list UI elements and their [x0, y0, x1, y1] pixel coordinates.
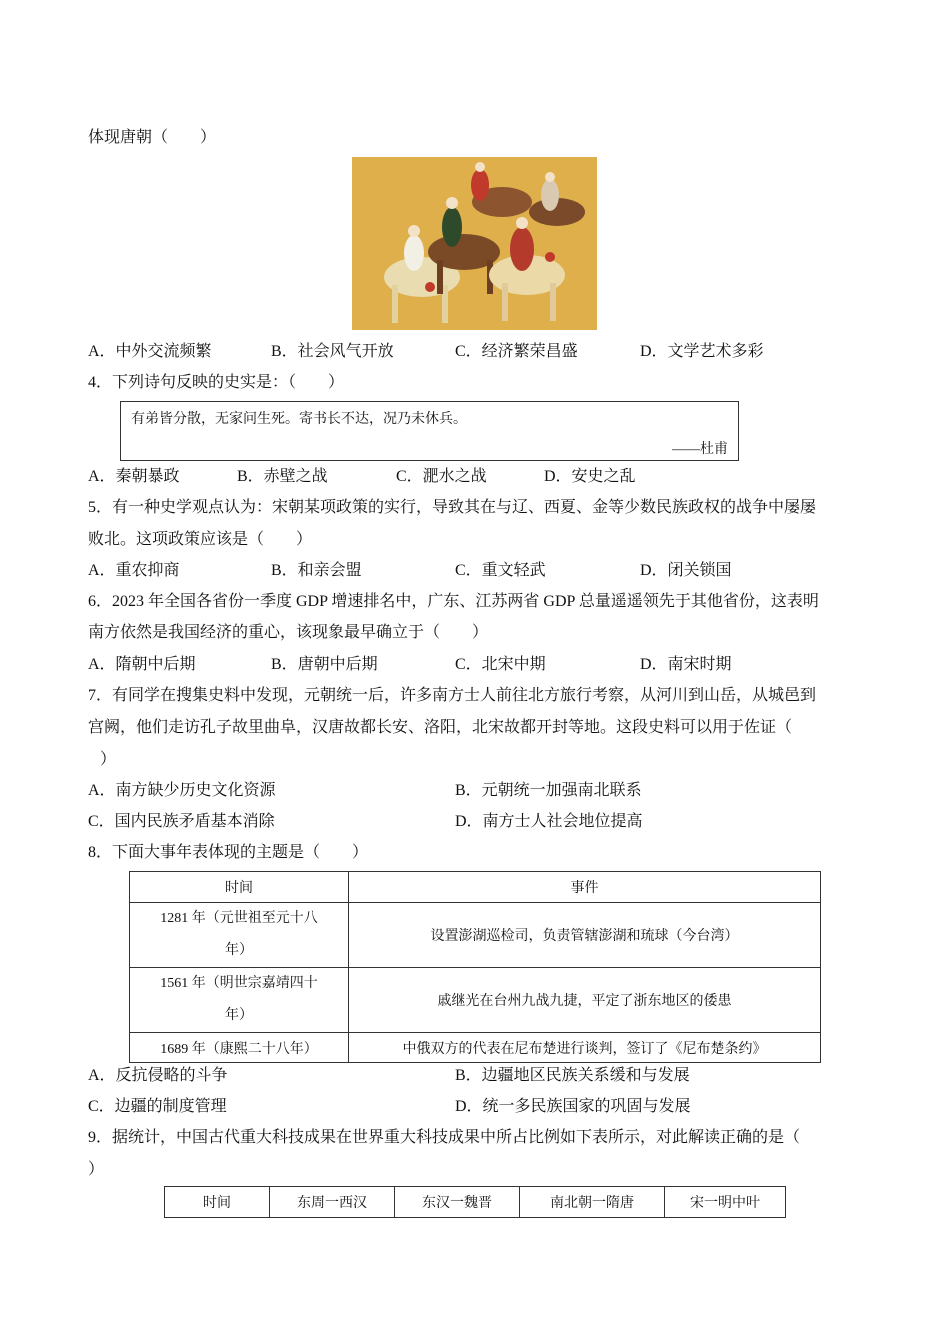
table-header-event: 事件 — [349, 872, 821, 903]
q6-option-a: A．隋朝中后期 — [88, 656, 196, 673]
table-cell-time — [130, 968, 349, 1033]
q4-option-b: B．赤壁之战 — [237, 468, 328, 485]
q8-option-c: C．边疆的制度管理 — [88, 1098, 227, 1115]
table-header-row — [130, 872, 821, 903]
q6-option-c: C．北宋中期 — [455, 656, 546, 673]
q4-quote-box — [120, 401, 739, 461]
table-row — [130, 1033, 821, 1063]
table-cell-time: 1689 年（康熙二十八年） — [130, 1033, 349, 1063]
q3-option-d: D．文学艺术多彩 — [640, 343, 764, 360]
q8-option-b: B．边疆地区民族关系缓和与发展 — [455, 1067, 690, 1084]
q5-stem-line2: 败北。这项政策应该是（ ） — [88, 531, 313, 548]
table-cell-event: 中俄双方的代表在尼布楚进行谈判，签订了《尼布楚条约》 — [349, 1033, 821, 1063]
q9-stem-line1: 9．据统计，中国古代重大科技成果在世界重大科技成果中所占比例如下表所示，对此解读正确的是（ — [88, 1129, 801, 1146]
q5-option-a: A．重农抑商 — [88, 562, 180, 579]
q7-option-a: A．南方缺少历史文化资源 — [88, 782, 276, 799]
q3-option-a: A．中外交流频繁 — [88, 343, 212, 360]
q4-option-d: D．安史之乱 — [544, 468, 636, 485]
q6-stem-line1: 6．2023 年全国各省份一季度 GDP 增速排名中，广东、江苏两省 GDP 总量遥遥领先于其他省份，这表明 — [88, 593, 819, 610]
table-row — [130, 968, 821, 1033]
q6-option-b: B．唐朝中后期 — [271, 656, 378, 673]
table-header-period-4: 宋一明中叶 — [665, 1187, 786, 1218]
table-header-row — [165, 1187, 786, 1218]
q4-option-a: A．秦朝暴政 — [88, 468, 180, 485]
q8-option-a: A．反抗侵略的斗争 — [88, 1067, 228, 1084]
table-header-period-2: 东汉一魏晋 — [395, 1187, 520, 1218]
q7-option-b: B．元朝统一加强南北联系 — [455, 782, 642, 799]
q7-stem-line2: 宫阙，他们走访孔子故里曲阜，汉唐故都长安、洛阳，北宋故都开封等地。这段史料可以用于佐证（ — [88, 719, 793, 736]
q5-option-d: D．闭关锁国 — [640, 562, 732, 579]
q8-option-d: D．统一多民族国家的巩固与发展 — [455, 1098, 691, 1115]
q5-option-b: B．和亲会盟 — [271, 562, 362, 579]
q7-option-c: C．国内民族矛盾基本消除 — [88, 813, 275, 830]
q7-stem-line1: 7．有同学在搜集史料中发现，元朝统一后，许多南方士人前往北方旅行考察，从河川到山岳，从城邑到 — [88, 687, 817, 704]
tang-painting-horse-riders-icon — [352, 157, 597, 330]
time-line1: 1281 年（元世祖至元十八 — [160, 911, 318, 926]
q7-stem-line3: ） — [100, 751, 117, 768]
q4-quote: 有弟皆分散，无家问生死。寄书长不达，况乃未休兵。 — [131, 412, 467, 427]
q9-stats-table — [164, 1186, 786, 1218]
q4-quote-author: ——杜甫 — [672, 442, 728, 457]
table-header-period-1: 东周一西汉 — [270, 1187, 395, 1218]
q7-option-d: D．南方士人社会地位提高 — [455, 813, 643, 830]
q9-stem-line2: ） — [88, 1161, 105, 1178]
q4-option-c: C．淝水之战 — [396, 468, 487, 485]
q5-stem-line1: 5．有一种史学观点认为：宋朝某项政策的实行，导致其在与辽、西夏、金等少数民族政权的战争中屡屡 — [88, 499, 817, 516]
table-header-period-3: 南北朝一隋唐 — [520, 1187, 665, 1218]
time-line2: 年） — [225, 943, 253, 958]
q4-stem: 4．下列诗句反映的史实是：（ ） — [88, 374, 345, 391]
q3-option-b: B．社会风气开放 — [271, 343, 394, 360]
table-cell-time — [130, 903, 349, 968]
table-header-time: 时间 — [165, 1187, 270, 1218]
q8-chronology-table — [129, 871, 821, 1063]
q3-option-c: C．经济繁荣昌盛 — [455, 343, 578, 360]
intro-text: 体现唐朝（ ） — [88, 129, 217, 146]
q5-option-c: C．重文轻武 — [455, 562, 546, 579]
table-header-time: 时间 — [130, 872, 349, 903]
table-cell-event: 戚继光在台州九战九捷，平定了浙东地区的倭患 — [349, 968, 821, 1033]
q6-stem-line2: 南方依然是我国经济的重心，该现象最早确立于（ ） — [88, 624, 489, 641]
q8-stem: 8．下面大事年表体现的主题是（ ） — [88, 844, 369, 861]
table-row — [130, 903, 821, 968]
tang-painting-image — [352, 157, 597, 330]
time-line2: 年） — [225, 1008, 253, 1023]
time-line1: 1561 年（明世宗嘉靖四十 — [160, 976, 318, 991]
q6-option-d: D．南宋时期 — [640, 656, 732, 673]
table-cell-event: 设置澎湖巡检司，负责管辖澎湖和琉球（今台湾） — [349, 903, 821, 968]
